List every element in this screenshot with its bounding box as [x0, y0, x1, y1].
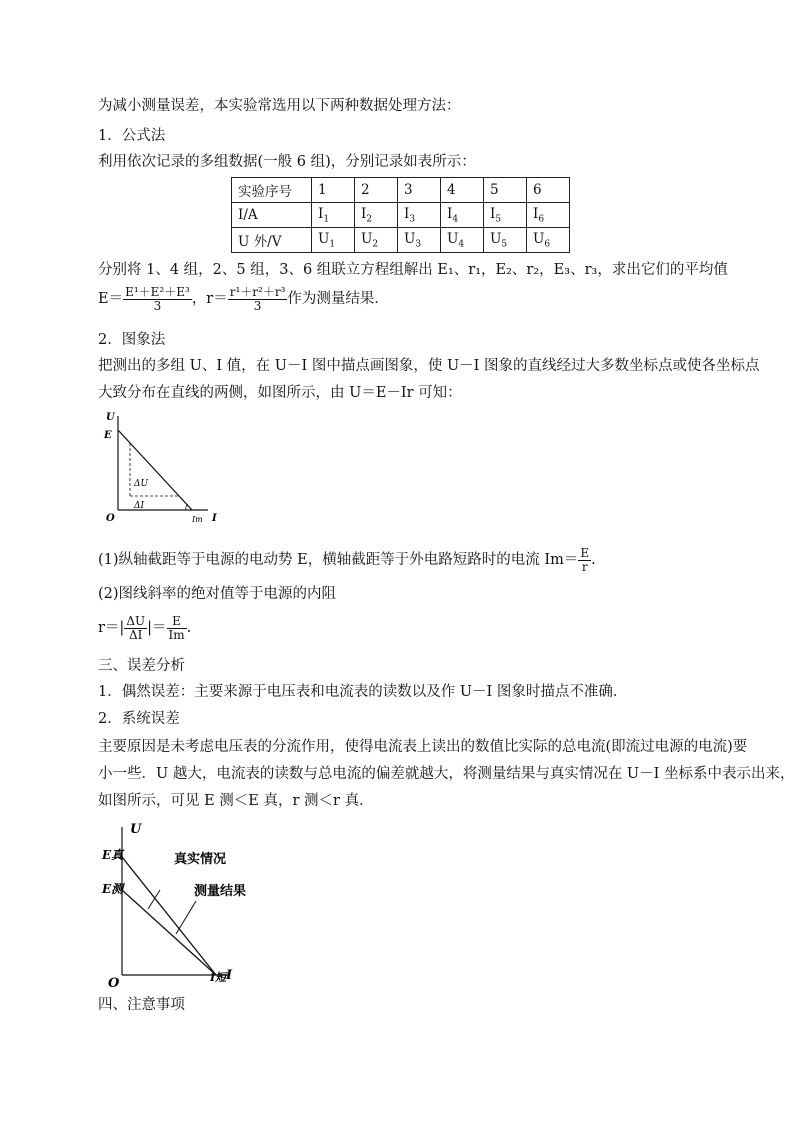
delta-i-label: ΔI — [134, 501, 145, 511]
table-cell: $I_2$ — [355, 203, 398, 228]
point2-formula — [98, 612, 191, 644]
delta-u-label: ΔU — [134, 479, 149, 489]
table-header-cell: 实验序号 — [232, 178, 312, 203]
row-label-voltage: U 外/V — [232, 228, 312, 253]
fraction-num: E — [167, 615, 187, 629]
table-cell: $I_5$ — [484, 203, 527, 228]
fraction-den: 3 — [253, 298, 262, 313]
point2-text: (2)图线斜率的绝对值等于电源的内阻 — [98, 586, 337, 602]
formula-suffix: 作为测量结果． — [287, 291, 389, 307]
intro-text: 为减小测量误差，本实验常选用以下两种数据处理方法： — [98, 98, 461, 114]
section4-title: 四、注意事项 — [98, 997, 185, 1013]
formula-end: . — [186, 620, 192, 636]
method1-solve: 分别将 1、4 组，2、5 组，3、6 组联立方程组解出 E₁、r₁，E₂、r₂，E₃、r₃，求出它们的平均值 — [98, 262, 728, 278]
table-cell: $U_4$ — [441, 228, 484, 253]
table-cell: $I_6$ — [527, 203, 570, 228]
error2-line2: 小一些．U 越大，电流表的读数与总电流的偏差就越大，将测量结果与真实情况在 U－I 坐标系中表示出来， — [98, 766, 794, 782]
table-cell: $U_1$ — [312, 228, 355, 253]
point1-text: (1)纵轴截距等于电源的电动势 E，横轴截距等于外电路短路时的电流 Im＝ — [98, 552, 579, 568]
fraction-r — [228, 286, 288, 313]
table-cell: $U_5$ — [484, 228, 527, 253]
data-table — [231, 177, 570, 253]
i-label: I — [212, 513, 217, 524]
table-header-cell: 4 — [441, 178, 484, 203]
fraction-num: r¹＋r²＋r³ — [229, 284, 286, 299]
method2-line1: 把测出的多组 U、I 值，在 U－I 图中描点画图象，使 U－I 图象的直线经过大多数坐标点或使各坐标点 — [98, 358, 760, 374]
method2-line2: 大致分布在直线的两侧，如图所示，由 U＝E－Ir 可知： — [98, 385, 462, 401]
error2-line1: 主要原因是未考虑电压表的分流作用，使得电流表上读出的数值比实际的总电流(即流过电源的电流)要 — [98, 739, 748, 755]
i-short-label: I短 — [210, 971, 227, 984]
im-label: Im — [192, 515, 203, 524]
table-cell: $I_1$ — [312, 203, 355, 228]
error2-line3: 如图所示，可见 E 测＜E 真，r 测＜r 真． — [98, 793, 374, 809]
error2-title: 2．系统误差 — [98, 711, 180, 727]
u-label: U — [106, 412, 115, 423]
method1-desc: 利用依次记录的多组数据(一般 6 组)，分别记录如表所示： — [98, 154, 476, 170]
formula-prefix: r＝| — [98, 620, 125, 636]
average-formula — [98, 284, 389, 314]
e-true-label: E真 — [102, 848, 124, 862]
e-label: E — [104, 430, 112, 441]
method1-title: 1．公式法 — [98, 128, 166, 144]
fraction-e-over-r — [578, 547, 591, 574]
fraction-num: E — [580, 545, 590, 560]
fraction-du-di — [124, 615, 147, 642]
row-label-current: I/A — [232, 203, 312, 228]
point1 — [98, 545, 596, 575]
table-header-cell: 6 — [527, 178, 570, 203]
formula-e-prefix: E＝ — [98, 291, 124, 307]
measured-result-label: 测量结果 — [194, 884, 247, 899]
true-line — [122, 857, 216, 975]
table-cell: $U_3$ — [398, 228, 441, 253]
fraction-den: ΔI — [129, 627, 143, 642]
fraction-den: r — [581, 559, 588, 574]
measured-line — [122, 890, 216, 975]
u-label: U — [130, 822, 142, 837]
error1-text: 1．偶然误差：主要来源于电压表和电流表的读数以及作 U－I 图象时描点不准确． — [98, 684, 628, 700]
table-header-cell: 2 — [355, 178, 398, 203]
table-row — [232, 228, 570, 253]
formula-r-prefix: ，r＝ — [191, 291, 228, 307]
point1-end: . — [591, 552, 596, 568]
formula-mid: |＝ — [147, 620, 167, 636]
table-header-cell: 1 — [312, 178, 355, 203]
fraction-num: E¹＋E²＋E³ — [125, 284, 190, 299]
fraction-den: Im — [168, 627, 185, 642]
table-header-row — [232, 178, 570, 203]
o-label: O — [108, 976, 120, 990]
measured-pointer — [176, 901, 196, 934]
table-cell: $U_2$ — [355, 228, 398, 253]
true-situation-label: 真实情况 — [174, 852, 227, 867]
e-meas-label: E测 — [102, 882, 124, 896]
table-header-cell: 5 — [484, 178, 527, 203]
comparison-graph — [98, 815, 278, 990]
i-label: I — [226, 968, 233, 983]
o-label: O — [106, 513, 115, 524]
table-header-cell: 3 — [398, 178, 441, 203]
fraction-den: 3 — [153, 298, 162, 313]
fraction-num: ΔU — [126, 613, 146, 628]
table-cell: $I_3$ — [398, 203, 441, 228]
fraction-e-im — [167, 615, 187, 642]
table-cell: $I_4$ — [441, 203, 484, 228]
table-cell: $U_6$ — [527, 228, 570, 253]
fraction-e — [123, 286, 192, 313]
fit-line — [118, 430, 192, 510]
method2-title: 2．图象法 — [98, 332, 166, 348]
ui-graph — [100, 408, 230, 533]
section3-title: 三、误差分析 — [98, 658, 185, 674]
table-row — [232, 203, 570, 228]
